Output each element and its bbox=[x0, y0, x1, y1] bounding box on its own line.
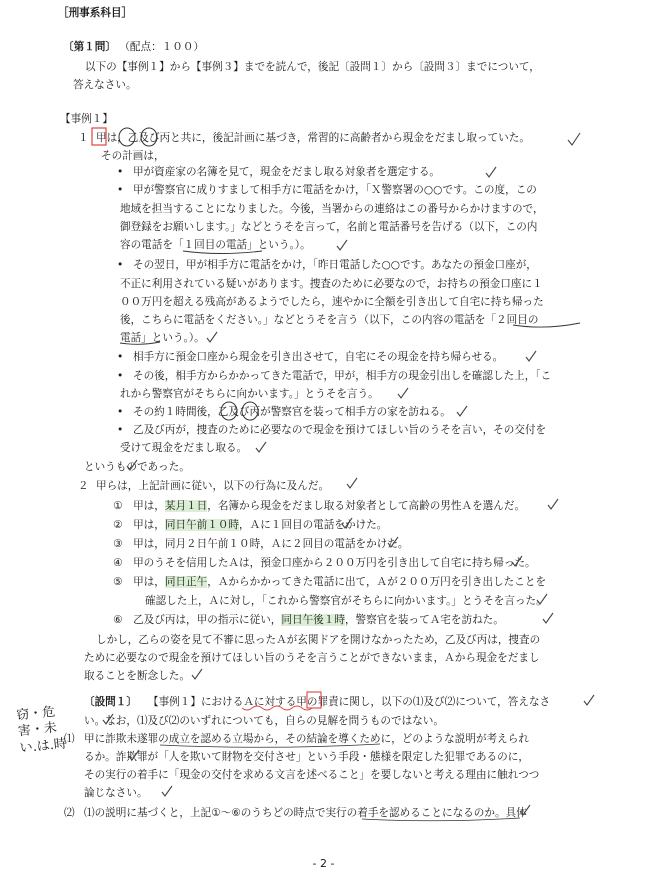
question-heading bbox=[63, 42, 204, 53]
case-line: ために必要なので現金を預けてほしい旨のうそを言うことができないまま，Ａから現金をだまし bbox=[84, 652, 540, 664]
case-line: 相手方に預金口座から現金を引き出させて，自宅にその現金を持ち帰らせる。 bbox=[133, 351, 504, 363]
case-line: 甲は，乙及び丙と共に，後記計画に基づき，常習的に高齢者から現金をだまし取っていた。 bbox=[96, 132, 530, 144]
question-label: 〔設問１〕 bbox=[84, 696, 137, 708]
bullet: • bbox=[117, 406, 124, 418]
act-text: ，Ａからかかってきた電話に出て，Ａが２００万円を引き出したことを bbox=[207, 576, 547, 588]
act-line bbox=[113, 520, 387, 531]
question-line: 甲に詐欺未遂罪の成立を認める立場から，その結論を導くために，どのような説明が考えられ bbox=[84, 733, 529, 745]
act-text: 甲のうそを信用したＡは，預金口座から２００万円を引き出して自宅に持ち帰った。 bbox=[133, 557, 536, 569]
instruction-line: 答えなさい。 bbox=[73, 79, 137, 91]
page-number: - 2 - bbox=[312, 857, 335, 870]
highlighted-date: 同日午前１０時 bbox=[164, 519, 240, 531]
act-line: 確認した上，Ａに対し，「これから警察官がそちらに向かいます。」とうそを言った。 bbox=[145, 595, 547, 607]
case-line: れから警察官がそちらに向かいます。」とうそを言う。 bbox=[120, 388, 379, 400]
item-number: １ bbox=[78, 132, 89, 144]
case-line: 不正に利用されている疑いがあります。捜査のために必要なので，お持ちの預金口座に１ bbox=[120, 278, 543, 290]
question-line: 【事例１】におけるＡに対する甲の罪責に関し，以下の⑴及び⑵について，答えなさ bbox=[148, 696, 551, 708]
act-number: ④ bbox=[113, 557, 123, 569]
bullet: • bbox=[117, 259, 124, 271]
highlighted-date: 同日午後１時 bbox=[281, 614, 345, 626]
case-line: というものであった。 bbox=[84, 461, 190, 473]
case-line: 地域を担当することになりました。今後，当署からの連絡はこの番号からかけますので， bbox=[120, 203, 544, 215]
question-line: その実行の着手に「現金の交付を求める文言を述べること」を要しないと考える理由に触れつつ bbox=[84, 769, 540, 781]
points: （配点：１００） bbox=[119, 41, 205, 53]
act-number: ⑥ bbox=[113, 614, 123, 626]
bullet: • bbox=[117, 166, 124, 178]
act-line bbox=[113, 558, 536, 569]
act-number: ① bbox=[113, 500, 123, 512]
case-line: 受けて現金をだまし取る。 bbox=[120, 442, 248, 454]
underline-mark bbox=[183, 251, 262, 254]
act-text: 甲は， bbox=[133, 576, 165, 588]
act-text: ，警察官を装ってＡ宅を訪ねた。 bbox=[344, 614, 504, 626]
act-number: ③ bbox=[113, 538, 123, 550]
act-number: ② bbox=[113, 519, 123, 531]
case-line: 甲らは，上記計画に従い，以下の行為に及んだ。 bbox=[96, 480, 330, 492]
question-line: るか。詐欺罪が「人を欺いて財物を交付させ」という手段・態様を限定した犯罪であるのに， bbox=[84, 751, 529, 763]
case-line: その後，相手方からかかってきた電話で，甲が，相手方の現金引出しを確認した上，「こ bbox=[133, 370, 552, 382]
handwritten-note bbox=[16, 704, 68, 757]
act-number: ⑤ bbox=[113, 576, 123, 588]
act-text: ，名簿から現金をだまし取る対象者として高齢の男性Ａを選んだ。 bbox=[207, 500, 526, 512]
act-line bbox=[113, 501, 525, 512]
case-line: しかし，乙らの姿を見て不審に思ったＡが玄関ドアを開けなかったため，乙及び丙は，捜査の bbox=[96, 634, 541, 646]
case-line: 容の電話を「１回目の電話」という。）。 bbox=[120, 239, 311, 251]
case-line: 甲が警察官に成りすまして相手方に電話をかけ，「Ｘ警察署の○○です。この度，この bbox=[133, 184, 537, 196]
act-text: 乙及び丙は，甲の指示に従い， bbox=[133, 614, 282, 626]
sub-number: ⑵ bbox=[64, 807, 75, 819]
case-line: 電話」という。）。 bbox=[120, 332, 205, 344]
act-line bbox=[113, 539, 409, 550]
case-line: ００万円を超える残高があるようでしたら，速やかに全額を引き出して自宅に持ち帰った bbox=[120, 296, 544, 308]
act-text: 甲は，同月２日午前１０時，Ａに２回目の電話をかけた。 bbox=[133, 538, 409, 550]
case-line: 甲が資産家の名簿を見て，現金をだまし取る対象者を選定する。 bbox=[133, 166, 441, 178]
act-text: ，Ａに１回目の電話をかけた。 bbox=[239, 519, 388, 531]
handwritten-line: 窃・危 bbox=[15, 704, 56, 724]
case-line: 取ることを断念した。 bbox=[84, 670, 190, 682]
act-line bbox=[113, 615, 504, 626]
highlighted-date: 某月１日 bbox=[164, 500, 208, 512]
handwritten-line: い.は.時 bbox=[18, 735, 68, 756]
check-marks bbox=[103, 133, 594, 815]
act-text: 甲は， bbox=[133, 500, 165, 512]
case-line: その約１時間後，乙及び丙が警察官を装って相手方の家を訪ねる。 bbox=[133, 406, 451, 418]
case-line: 乙及び丙が，捜査のために必要なので現金を預けてほしい旨のうそを言い，その交付を bbox=[133, 424, 547, 436]
case-line: 後，こちらに電話をください。」などとうそを言う（以下，この内容の電話を「２回目の bbox=[120, 314, 539, 326]
highlighted-date: 同日正午 bbox=[164, 576, 208, 588]
handwritten-line: 害・未 bbox=[17, 720, 58, 740]
act-line bbox=[113, 577, 546, 588]
case-line: 御登録をお願いします。」などとうそを言って，名前と電話番号を告げる（以下，この内 bbox=[120, 221, 538, 233]
question-title: 〔第１問〕 bbox=[63, 41, 116, 53]
question-line: い。なお，⑴及び⑵のいずれについても，自らの見解を問うものではない。 bbox=[84, 715, 444, 727]
case-line: その翌日，甲が相手方に電話をかけ，「昨日電話した○○です。あなたの預金口座が， bbox=[133, 259, 537, 271]
case-line: その計画は， bbox=[101, 150, 165, 162]
bullet: • bbox=[117, 351, 124, 363]
act-text: 甲は， bbox=[133, 519, 165, 531]
question-line: 論じなさい。 bbox=[84, 787, 148, 799]
case-label: 【事例１】 bbox=[60, 113, 113, 125]
bullet: • bbox=[117, 424, 124, 436]
bullet: • bbox=[117, 370, 124, 382]
section-heading: ［刑事系科目］ bbox=[58, 7, 133, 19]
instruction-line: 以下の【事例１】から【事例３】までを読んで，後記〔設問１〕から〔設問３〕までについて， bbox=[85, 61, 540, 73]
item-number: ２ bbox=[78, 480, 89, 492]
question-line: ⑴の説明に基づくと，上記①～⑥のうちどの時点で実行の着手を認めることになるのか。具体 bbox=[84, 807, 527, 819]
bullet: • bbox=[117, 184, 124, 196]
sub-number: ⑴ bbox=[64, 733, 75, 745]
